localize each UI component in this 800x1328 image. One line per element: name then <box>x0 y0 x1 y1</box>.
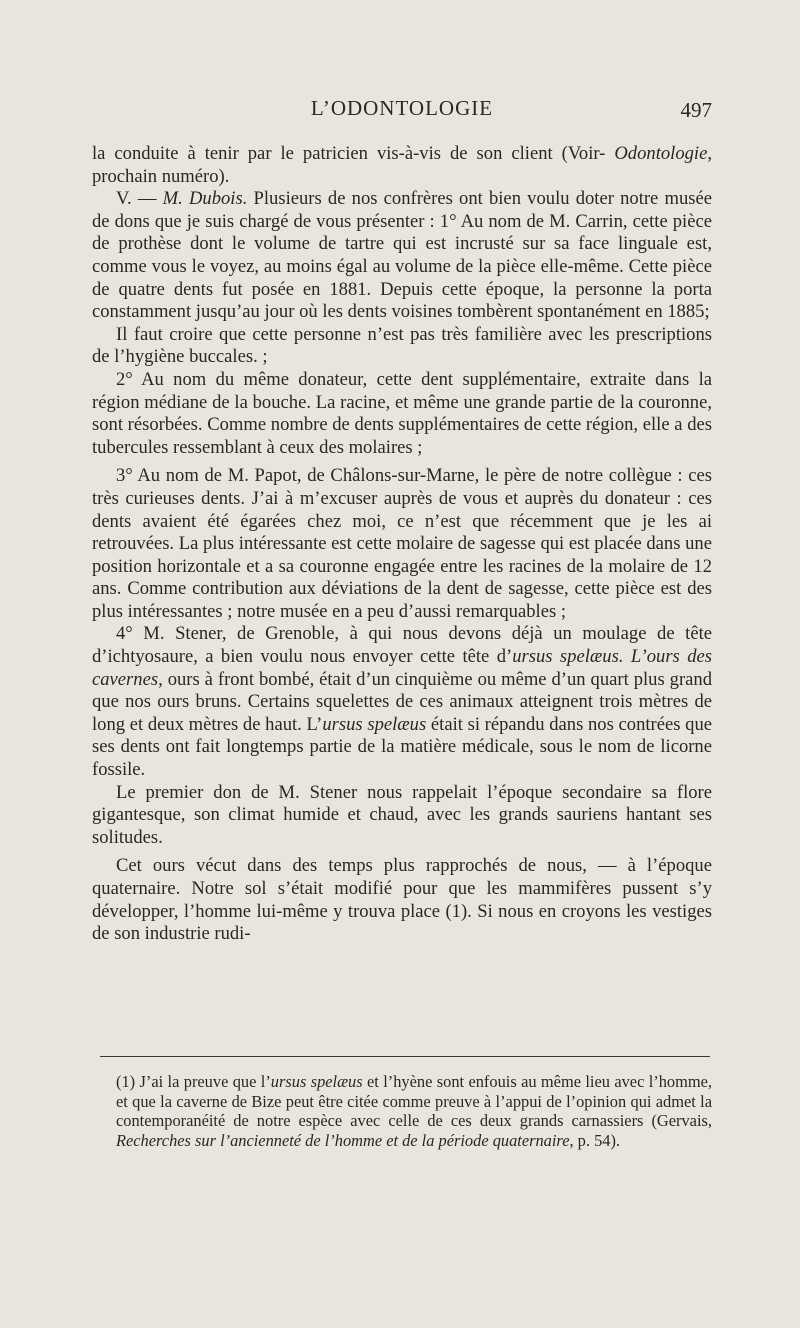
page-header <box>92 96 712 126</box>
species-name: ursus spelæus <box>270 1072 363 1091</box>
footnote-segment: et l’hyène sont enfouis au même lieu avec l’homme, et que la caverne de Bize peut être citée comme preuve à l’appui de l’opinion qui admet la contemporanéité de notre espèce avec celle de ces deux grands carnassiers (Gervais, <box>116 1072 712 1131</box>
paragraph-1 <box>92 143 712 188</box>
body-text <box>92 143 712 946</box>
journal-title: Odontologie <box>614 143 708 164</box>
paragraph-text: la conduite à tenir par le patricien vis-à-vis de son client (Voir- <box>92 143 606 164</box>
section-number: V. — <box>116 188 163 210</box>
page-number: 497 <box>680 98 712 122</box>
species-name: ursus spelæus <box>322 713 427 735</box>
paragraph-3: Il faut croire que cette personne n’est pas très familière avec les prescriptions de l’hygiène buccales. ; <box>92 323 712 368</box>
footnote-segment: , p. 54). <box>569 1130 621 1150</box>
speaker-name: M. Dubois. <box>162 188 248 210</box>
paragraph-7: Le premier don de M. Stener nous rappelait l’époque secondaire sa flore gigantesque, son climat humide et chaud, avec les grands sauriens hantant ses solitudes. <box>92 781 712 848</box>
paragraph-text: Plusieurs de nos confrères ont bien voulu doter notre musée de dons que je suis chargé de vous présenter : 1° Au nom de M. Carrin, cette pièce de prothèse dont le volume de tartre qui est incrusté sur sa face linguale est, comme vous le voyez, au moins égal au volume de la pièce elle-même. Cette pièce de quatre dents fut posée en 1881. Depuis cette époque, la personne la porta constamment jusqu’au jour où les dents voisines tombèrent spontanément en 1885; <box>92 188 713 323</box>
paragraph-text: , prochain numéro). <box>92 143 712 187</box>
paragraph-6 <box>92 623 712 781</box>
paragraph-4: 2° Au nom du même donateur, cette dent supplémentaire, extraite dans la région médiane de la bouche. La racine, et même une grande partie de la couronne, sont résorbées. Comme nombre de dents supplémentaires de cette région, elle a des tubercules ressemblant à ceux des molaires ; <box>92 368 712 458</box>
book-title: Recherches sur l’ancienneté de l’homme et de la période quaternaire <box>116 1130 570 1150</box>
paragraph-text: était si répandu dans nos contrées que ses dents ont fait longtemps partie de la matière médicale, sous le nom de licorne fossile. <box>92 713 712 781</box>
paragraph-5: 3° Au nom de M. Papot, de Châlons-sur-Marne, le père de notre collègue : ces très curieuses dents. J’ai à m’excuser auprès de vous et auprès du donateur : ces dents avaient été égarées chez moi, ce n’est que récemment que je les ai retrouvées. La plus intéressante est cette molaire de sagesse qui est placée dans une position horizontale et a sa couronne engagée entre les racines de la molaire de 12 ans. Comme contribution aux déviations de la dent de sagesse, cette pièce est des plus intéressantes ; notre musée en a peu d’aussi remarquables ; <box>92 465 712 622</box>
paragraph-8: Cet ours vécut dans des temps plus rapprochés de nous, — à l’époque quaternaire. Notre sol s’était modifié pour que les mammifères pussent s’y développer, l’homme lui-même y trouva place (1). Si nous en croyons les vestiges de son industrie rudi- <box>92 855 712 945</box>
paragraph-text: 4° M. Stener, de Grenoble, à qui nous devons déjà un moulage de tête d’ichtyosaure, a bien voulu nous envoyer cette tête d’ <box>92 623 712 668</box>
footnote-divider <box>100 1056 710 1057</box>
footnote-text <box>116 1072 712 1150</box>
species-name: ursus spelæus. L’ours des cavernes, <box>92 646 712 690</box>
paragraph-text: ours à front bombé, était d’un cinquième ou même d’un quart plus grand que nos ours bruns. Certains squelettes de ces animaux atteignent trois mètres de long et deux mètres de haut. L’ <box>92 668 712 735</box>
paragraph-2 <box>92 188 712 324</box>
footnote-segment: (1) J’ai la preuve que l’ <box>116 1072 271 1091</box>
running-title: L’ODONTOLOGIE <box>310 96 494 120</box>
footnote <box>116 1072 712 1150</box>
